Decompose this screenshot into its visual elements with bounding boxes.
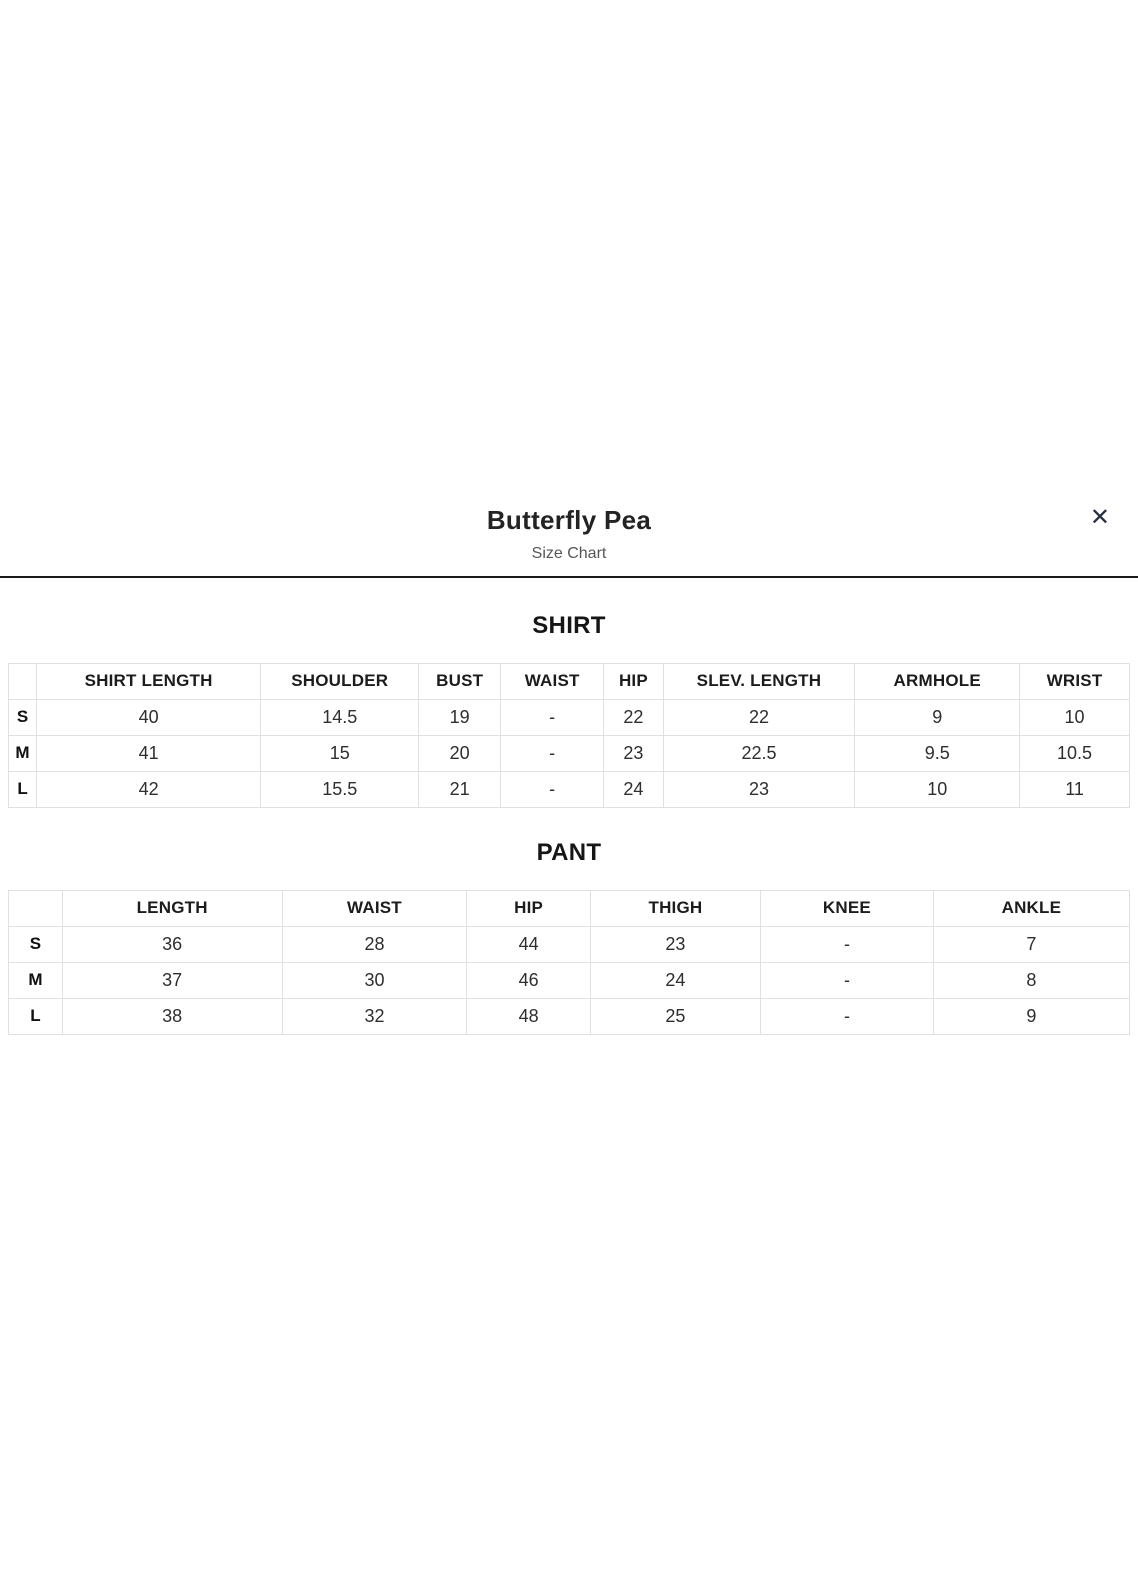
size-value: 46: [467, 962, 590, 998]
size-value: 24: [590, 962, 760, 998]
size-value: 32: [282, 998, 467, 1034]
close-icon: ✕: [1089, 504, 1110, 531]
size-value: 15.5: [261, 771, 419, 807]
table-row: [9, 699, 1130, 735]
table-row: [9, 735, 1130, 771]
modal-title: Butterfly Pea: [486, 505, 652, 535]
size-value: 10: [1020, 699, 1130, 735]
pant-header-row: [9, 890, 1130, 926]
size-value: -: [761, 962, 934, 998]
size-value: 8: [933, 962, 1129, 998]
size-label: M: [9, 735, 37, 771]
size-value: 41: [37, 735, 261, 771]
size-label: L: [9, 771, 37, 807]
size-value: 37: [62, 962, 282, 998]
size-value: 24: [604, 771, 663, 807]
size-value: 23: [590, 926, 760, 962]
size-value: 22.5: [663, 735, 855, 771]
table-row: [9, 926, 1130, 962]
close-button[interactable]: [1084, 504, 1116, 532]
size-value: 10.5: [1020, 735, 1130, 771]
size-value: 23: [663, 771, 855, 807]
size-label: S: [9, 699, 37, 735]
header-divider: [0, 576, 1138, 578]
column-header: BUST: [419, 663, 501, 699]
column-header-empty: [9, 663, 37, 699]
size-value: 11: [1020, 771, 1130, 807]
table-row: [9, 771, 1130, 807]
column-header: SHIRT LENGTH: [37, 663, 261, 699]
table-row: [9, 998, 1130, 1034]
size-value: 40: [37, 699, 261, 735]
column-header: WRIST: [1020, 663, 1130, 699]
size-value: 9.5: [855, 735, 1020, 771]
column-header: WAIST: [501, 663, 604, 699]
column-header: WAIST: [282, 890, 467, 926]
shirt-size-table: [8, 663, 1130, 808]
pant-table-title: PANT: [536, 838, 602, 866]
column-header: ARMHOLE: [855, 663, 1020, 699]
size-chart-content: [0, 612, 1138, 1035]
size-value: 25: [590, 998, 760, 1034]
column-header: ANKLE: [933, 890, 1129, 926]
size-value: 15: [261, 735, 419, 771]
column-header: THIGH: [590, 890, 760, 926]
size-label: L: [9, 998, 63, 1034]
size-value: 22: [604, 699, 663, 735]
column-header: SHOULDER: [261, 663, 419, 699]
size-value: 9: [933, 998, 1129, 1034]
size-value: -: [501, 771, 604, 807]
shirt-header-row: [9, 663, 1130, 699]
shirt-table-title: SHIRT: [532, 611, 606, 639]
size-value: 48: [467, 998, 590, 1034]
column-header: HIP: [467, 890, 590, 926]
size-value: 38: [62, 998, 282, 1034]
column-header: KNEE: [761, 890, 934, 926]
size-label: S: [9, 926, 63, 962]
size-value: 30: [282, 962, 467, 998]
size-value: -: [761, 998, 934, 1034]
size-value: -: [761, 926, 934, 962]
size-value: 42: [37, 771, 261, 807]
size-value: 36: [62, 926, 282, 962]
size-value: 21: [419, 771, 501, 807]
column-header-empty: [9, 890, 63, 926]
size-value: -: [501, 699, 604, 735]
size-value: -: [501, 735, 604, 771]
size-value: 28: [282, 926, 467, 962]
size-value: 10: [855, 771, 1020, 807]
modal-subtitle: Size Chart: [531, 544, 607, 562]
size-value: 23: [604, 735, 663, 771]
size-value: 7: [933, 926, 1129, 962]
shirt-section: [8, 612, 1130, 808]
pant-size-table: [8, 890, 1130, 1035]
column-header: SLEV. LENGTH: [663, 663, 855, 699]
size-value: 9: [855, 699, 1020, 735]
modal-header: [0, 0, 1138, 563]
size-value: 22: [663, 699, 855, 735]
pant-section: [8, 839, 1130, 1035]
size-value: 20: [419, 735, 501, 771]
size-label: M: [9, 962, 63, 998]
size-value: 14.5: [261, 699, 419, 735]
column-header: HIP: [604, 663, 663, 699]
tables-root: [8, 612, 1130, 1035]
column-header: LENGTH: [62, 890, 282, 926]
table-row: [9, 962, 1130, 998]
size-value: 19: [419, 699, 501, 735]
size-value: 44: [467, 926, 590, 962]
